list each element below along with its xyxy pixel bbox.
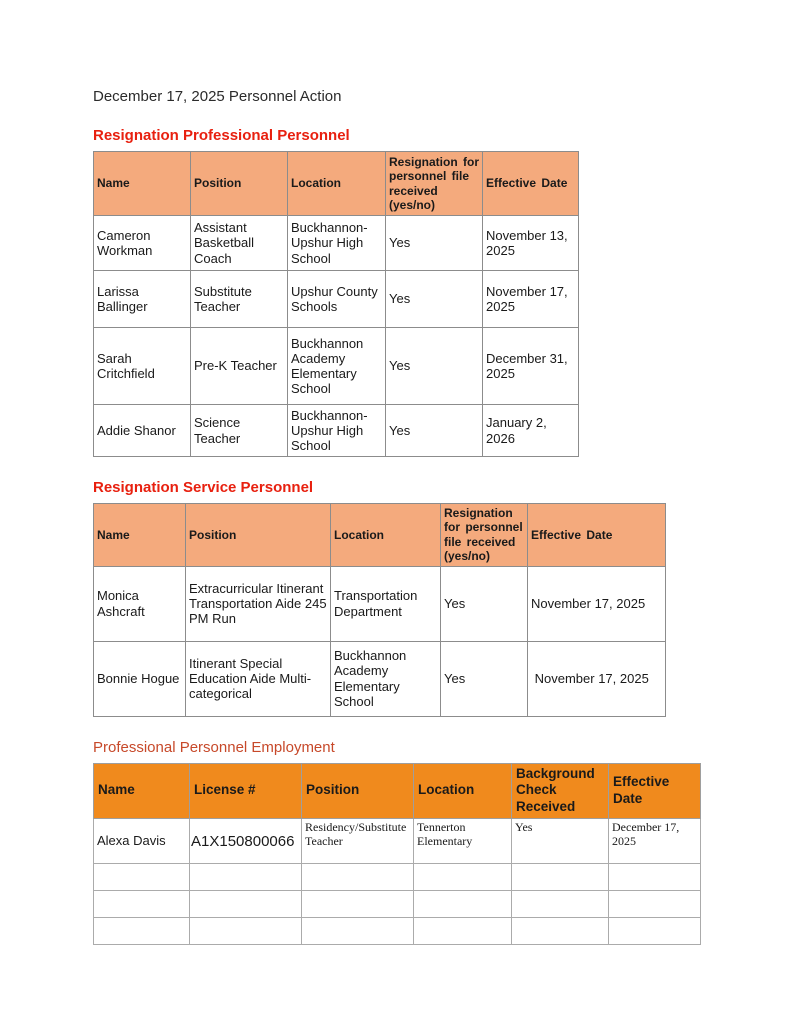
column-header-location: Location (331, 504, 441, 567)
cell-received: Yes (441, 566, 528, 641)
cell-name: Addie Shanor (94, 405, 191, 457)
cell-location: Tennerton Elementary (414, 819, 512, 864)
table-row (94, 566, 666, 641)
cell-received: Yes (386, 328, 483, 405)
cell-license: A1X150800066 (190, 819, 302, 864)
document-title: December 17, 2025 Personnel Action (93, 88, 342, 105)
column-header-license: License # (190, 763, 302, 819)
column-header-location: Location (414, 763, 512, 819)
cell-effective-date: November 17, 2025 (528, 641, 666, 716)
column-header-name: Name (94, 763, 190, 819)
cell-background-check: Yes (512, 819, 609, 864)
cell-received: Yes (386, 271, 483, 328)
cell-name: Bonnie Hogue (94, 641, 186, 716)
cell-location: Upshur County Schools (288, 271, 386, 328)
table-row (94, 328, 579, 405)
cell-effective-date: January 2, 2026 (483, 405, 579, 457)
column-header-position: Position (186, 504, 331, 567)
column-header-resignation-received: Resignation for personnel file received (yes/no) (441, 504, 528, 567)
cell-location: Buckhannon Academy Elementary School (331, 641, 441, 716)
column-header-resignation-received: Resignation for personnel file received (yes/no) (386, 152, 483, 216)
table-header-row (94, 763, 701, 819)
table-row (94, 819, 701, 864)
column-header-name: Name (94, 504, 186, 567)
cell-position: Assistant Basketball Coach (191, 216, 288, 271)
table-row-empty (94, 891, 701, 918)
cell-name: Monica Ashcraft (94, 566, 186, 641)
cell-name: Sarah Critchfield (94, 328, 191, 405)
cell-name: Alexa Davis (94, 819, 190, 864)
cell-effective-date: November 13, 2025 (483, 216, 579, 271)
table-header-row (94, 504, 666, 567)
resignation-service-heading: Resignation Service Personnel (93, 479, 314, 496)
cell-location: Buckhannon-Upshur High School (288, 405, 386, 457)
cell-received: Yes (386, 405, 483, 457)
cell-position: Itinerant Special Education Aide Multi-categorical (186, 641, 331, 716)
cell-effective-date: November 17, 2025 (483, 271, 579, 328)
resignation-professional-table (93, 151, 579, 457)
column-header-effective-date: Effective Date (609, 763, 701, 819)
cell-location: Buckhannon-Upshur High School (288, 216, 386, 271)
column-header-name: Name (94, 152, 191, 216)
column-header-position: Position (191, 152, 288, 216)
cell-name: Larissa Ballinger (94, 271, 191, 328)
column-header-effective-date: Effective Date (483, 152, 579, 216)
cell-position: Residency/Substitute Teacher (302, 819, 414, 864)
table-row (94, 405, 579, 457)
cell-received: Yes (441, 641, 528, 716)
professional-employment-table (93, 763, 701, 946)
table-row (94, 641, 666, 716)
table-row (94, 271, 579, 328)
cell-location: Buckhannon Academy Elementary School (288, 328, 386, 405)
table-row-empty (94, 864, 701, 891)
professional-employment-heading: Professional Personnel Employment (93, 738, 335, 756)
column-header-position: Position (302, 763, 414, 819)
cell-effective-date: December 17, 2025 (609, 819, 701, 864)
cell-effective-date: November 17, 2025 (528, 566, 666, 641)
table-header-row (94, 152, 579, 216)
cell-name: Cameron Workman (94, 216, 191, 271)
column-header-background-check: Background Check Received (512, 763, 609, 819)
table-row-empty (94, 918, 701, 945)
cell-position: Extracurricular Itinerant Transportation Aide 245 PM Run (186, 566, 331, 641)
resignation-service-table (93, 503, 666, 717)
cell-effective-date: December 31, 2025 (483, 328, 579, 405)
cell-received: Yes (386, 216, 483, 271)
cell-location: Transportation Department (331, 566, 441, 641)
column-header-location: Location (288, 152, 386, 216)
resignation-professional-heading: Resignation Professional Personnel (93, 127, 350, 144)
cell-position: Science Teacher (191, 405, 288, 457)
table-row (94, 216, 579, 271)
column-header-effective-date: Effective Date (528, 504, 666, 567)
cell-position: Substitute Teacher (191, 271, 288, 328)
cell-position: Pre-K Teacher (191, 328, 288, 405)
